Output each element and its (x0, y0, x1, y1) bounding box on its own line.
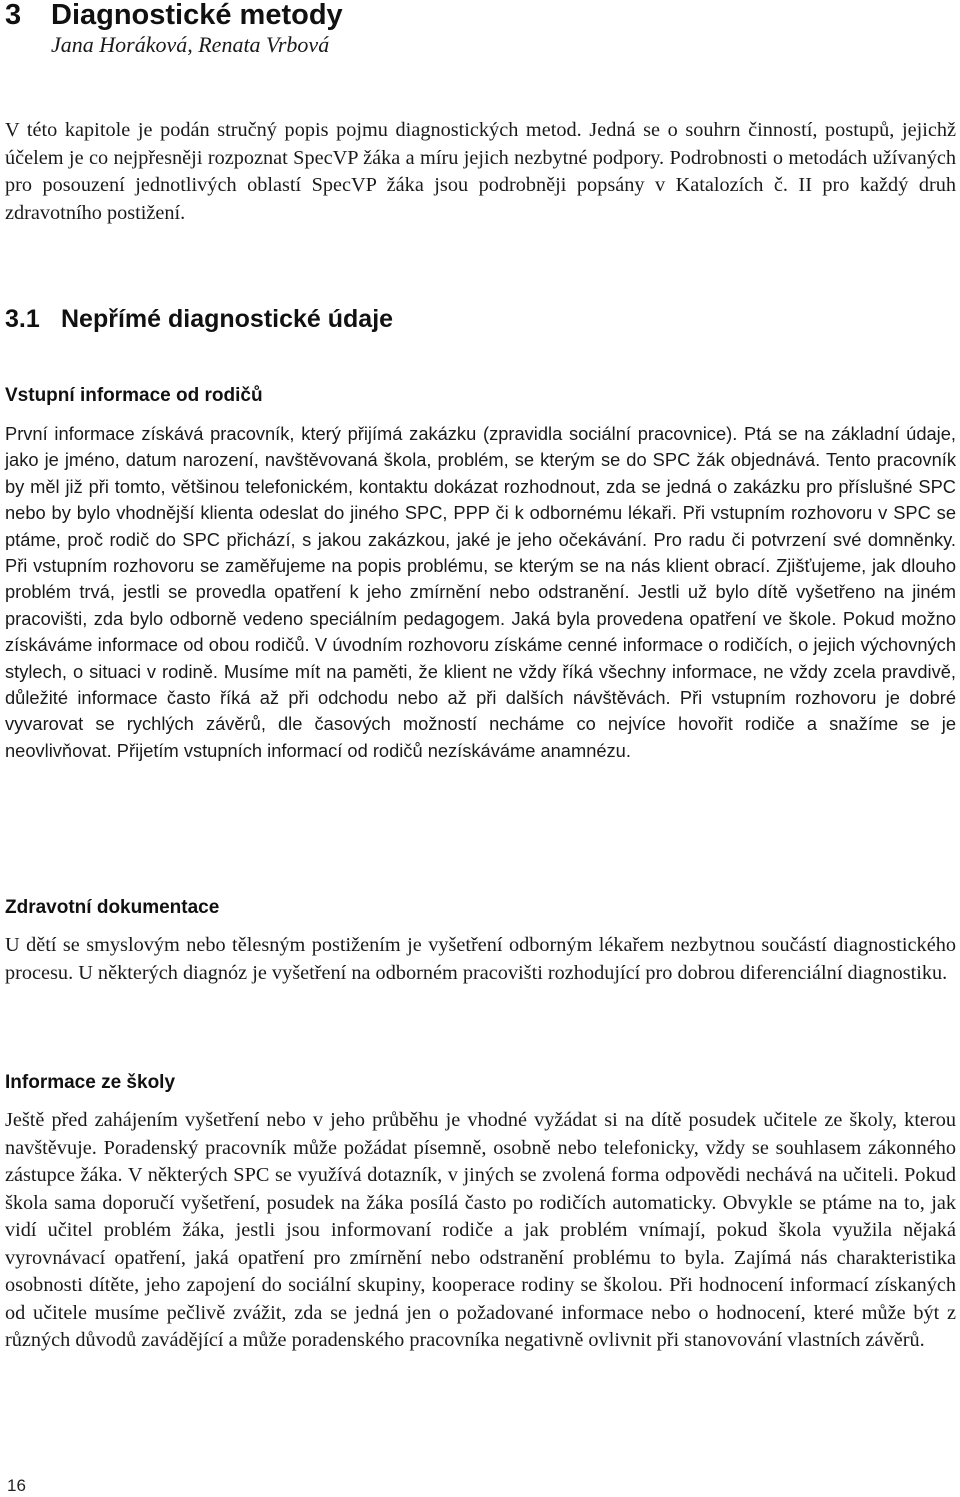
chapter-title (5, 0, 957, 30)
section-number: 3.1 (5, 305, 40, 333)
subsection-heading: Informace ze školy (5, 1072, 176, 1093)
page-number: 16 (7, 1476, 26, 1495)
subsection-heading: Zdravotní dokumentace (5, 897, 220, 918)
subsection-parents-body (5, 421, 956, 764)
subsection-heading: Vstupní informace od rodičů (5, 385, 263, 406)
subsection-paragraph: Ještě před zahájením vyšetření nebo v jeho průběhu je vhodné vyžádat si na dítě posudek učitele ze školy, kterou navštěvuje. Poradenský pracovník může požádat písemně, osobně nebo telefonicky, vždy se souhlasem zákonného zástupce žáka. V některých SPC se využívá dotazník, v jiných se zvolená forma odpovědi nechává na učiteli. Pokud škola sama doporučí vyšetření, posudek na žáka posílá často po rodičích automaticky. Obvykle se ptáme na to, jak vidí učitel problém žáka, jestli jsou informovaní rodiče a jak problém vnímají, pokud škola využila nějaká vyrovnávací opatření, jaká opatření pro zmírnění nebo odstranění problému to byla. Zajímá nás charakteristika osobnosti dítěte, jeho zapojení do sociální skupiny, kooperace rodiny se školou. Při hodnocení informací získaných od učitele musíme pečlivě zvážit, zda se jedná jen o požadované informace nebo o hodnocení, které může být z různých důvodů zavádějící a může poradenského pracovníka negativně ovlivnit při stanovování vlastních závěrů. (5, 1109, 956, 1351)
subsection-health-docs (5, 897, 956, 919)
subsection-school-info-body (5, 1107, 956, 1355)
subsection-school-info (5, 1072, 956, 1094)
chapter-heading (5, 0, 957, 57)
subsection-parents (5, 385, 956, 407)
chapter-number: 3 (5, 0, 22, 31)
chapter-authors: Jana Horáková, Renata Vrbová (51, 32, 330, 57)
subsection-paragraph: U dětí se smyslovým nebo tělesným postižením je vyšetření odborným lékařem nezbytnou součástí diagnostického procesu. U některých diagnóz je vyšetření na odborném pracovišti rozhodující pro dobrou diferenciální diagnostiku. (5, 934, 956, 984)
subsection-paragraph: První informace získává pracovník, který přijímá zakázku (zpravidla sociální pracovnice). Ptá se na základní údaje, jako je jméno, datum narození, navštěvovaná škola, problém, se kterým se do SPC žák objednává. Tento pracovník by měl již při tomto, většinou telefonickém, kontaktu dokázat rozhodnout, zda se jedná o zakázku pro příslušné SPC nebo by bylo vhodnější klienta odeslat do jiného SPC, PPP či k odbornému lékaři. Při vstupním rozhovoru v SPC se ptáme, proč rodič do SPC přichází, s jakou zakázkou, jaké je jeho očekávání. Pro radu či potvrzení své domněnky. Při vstupním rozhovoru se zaměřujeme na popis problému, se kterým se na nás klient obrací. Zjišťujeme, jak dlouho problém trvá, jestli se provedla opatření k jeho zmírnění nebo odstranění. Jestli už bylo dítě vyšetřeno na jiném pracovišti, zda bylo odborně vedeno speciálním pedagogem. Jaká byla provedena opatření ve škole. Pokud možno získáváme informace od obou rodičů. V úvodním rozhovoru získáme cenné informace o rodičích, o jejich výchovných stylech, o situaci v rodině. Musíme mít na paměti, že klient ne vždy říká všechny informace, ne vždy zcela pravdivě, důležité informace často říká až při odchodu nebo až při dalších návštěvách. Při vstupním rozhovoru je dobré vyvarovat se rychlých závěrů, dle časových možností necháme co nejvíce hovořit rodiče a snažíme se je neovlivňovat. Přijetím vstupních informací od rodičů nezískáváme anamnézu. (5, 423, 956, 761)
intro-block (5, 117, 956, 227)
subsection-health-docs-body (5, 932, 956, 987)
section-heading (5, 305, 956, 333)
section-title: Nepřímé diagnostické údaje (61, 305, 394, 333)
section-heading-block (5, 305, 956, 333)
chapter-title-text: Diagnostické metody (51, 0, 343, 31)
intro-paragraph: V této kapitole je podán stručný popis pojmu diagnostických metod. Jedná se o souhrn činností, postupů, jejichž účelem je co nejpřesněji rozpoznat SpecVP žáka a míru jejich nezbytné podpory. Podrobnosti o metodách užívaných pro posouzení jednotlivých oblastí SpecVP žáka jsou podrobněji popsány v Katalozích č. II pro každý druh zdravotního postižení. (5, 119, 956, 224)
